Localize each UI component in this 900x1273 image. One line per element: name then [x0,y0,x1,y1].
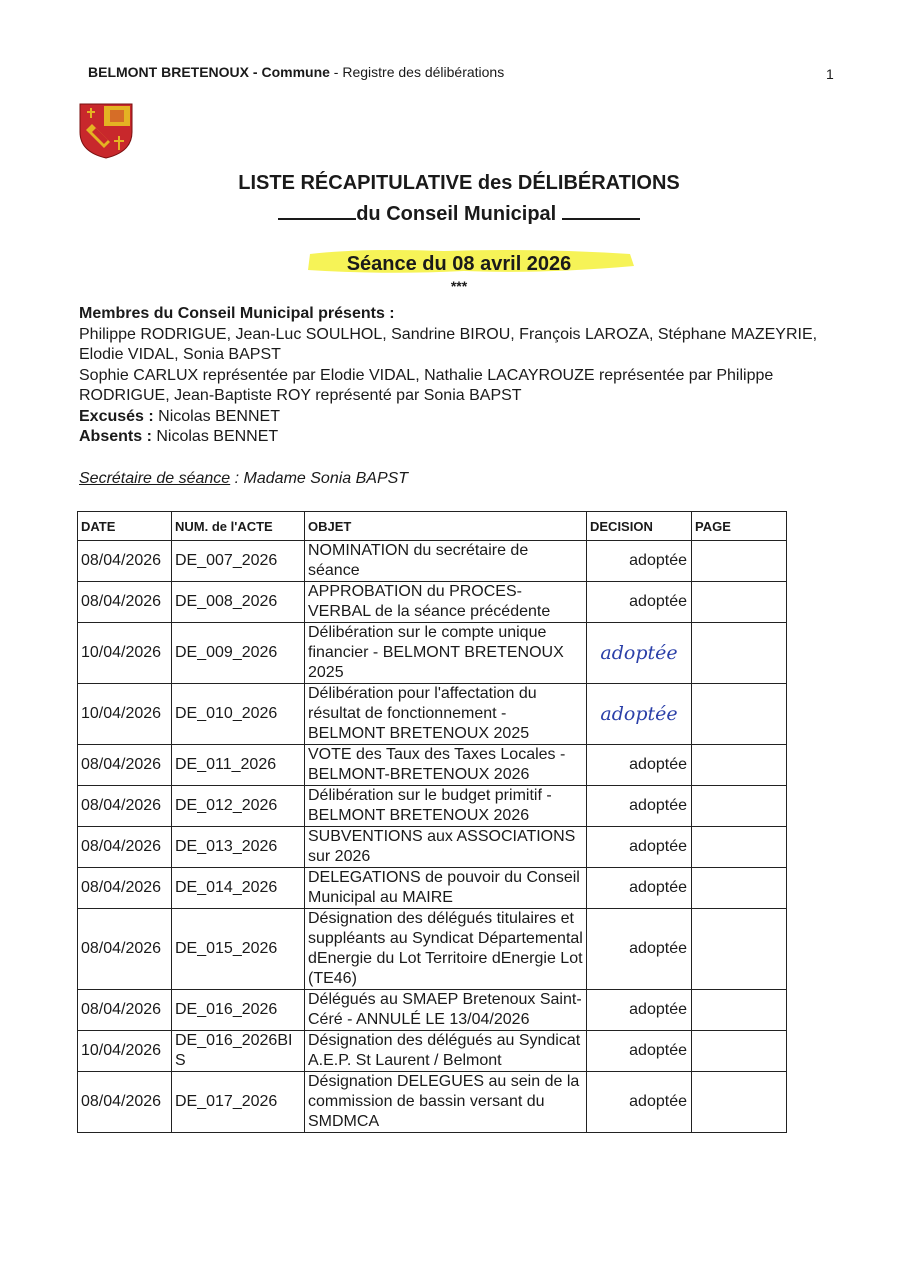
cell-decision: adoptée [587,1031,692,1072]
cell-page [692,541,787,582]
cell-objet: Délibération pour l'affectation du résultat de fonctionnement - BELMONT BRETENOUX 2025 [305,684,587,745]
column-header-num: NUM. de l'ACTE [172,512,305,541]
cell-objet: APPROBATION du PROCES-VERBAL de la séance précédente [305,582,587,623]
page-subtitle [0,200,900,226]
table-row [78,1031,787,1072]
cell-decision: adoptée [587,827,692,868]
column-header-objet: OBJET [305,512,587,541]
session-date: Séance du 08 avril 2026 [346,253,572,275]
members-block [79,304,839,448]
coat-of-arms-icon [78,102,134,160]
cell-objet: Désignation des délégués titulaires et suppléants au Syndicat Départemental dEnergie du Lot Territoire dEnergie Lot (TE46) [305,909,587,990]
cell-date: 08/04/2026 [78,868,172,909]
cell-objet: SUBVENTIONS aux ASSOCIATIONS sur 2026 [305,827,587,868]
page-number: 1 [826,66,834,82]
cell-decision-handwritten: adoptée [587,623,692,684]
cell-page [692,582,787,623]
cell-objet: Délibération sur le compte unique financier - BELMONT BRETENOUX 2025 [305,623,587,684]
cell-num: DE_016_2026BIS [172,1031,305,1072]
cell-decision: adoptée [587,541,692,582]
table-row [78,868,787,909]
excused-label: Excusés : [79,407,154,425]
cell-page [692,1072,787,1133]
table-row [78,1072,787,1133]
cell-num: DE_008_2026 [172,582,305,623]
cell-objet: DELEGATIONS de pouvoir du Conseil Municipal au MAIRE [305,868,587,909]
cell-objet: Délégués au SMAEP Bretenoux Saint-Céré - ANNULÉ LE 13/04/2026 [305,990,587,1031]
cell-decision: adoptée [587,582,692,623]
cell-num: DE_007_2026 [172,541,305,582]
table-row [78,684,787,745]
cell-date: 08/04/2026 [78,582,172,623]
column-header-decision: DECISION [587,512,692,541]
table-row [78,623,787,684]
deliberations-table [77,511,787,1133]
table-row [78,745,787,786]
secretary-label: Secrétaire de séance [79,470,231,487]
cell-num: DE_010_2026 [172,684,305,745]
cell-date: 08/04/2026 [78,541,172,582]
cell-date: 08/04/2026 [78,990,172,1031]
page-title: LISTE RÉCAPITULATIVE des DÉLIBÉRATIONS [238,172,680,194]
absent-line [79,427,839,448]
cell-date: 08/04/2026 [78,745,172,786]
document-header [88,64,504,80]
column-header-date: DATE [78,512,172,541]
secretary-line [79,470,408,488]
absent-names: Nicolas BENNET [156,428,279,445]
represented-list: Sophie CARLUX représentée par Elodie VIDAL, Nathalie LACAYROUZE représentée par Philippe RODRIGUE, Jean-Baptiste ROY représenté par Sonia BAPST [79,366,774,404]
cell-objet: Désignation DELEGUES au sein de la commission de bassin versant du SMDMCA [305,1072,587,1133]
cell-page [692,786,787,827]
cell-decision: adoptée [587,745,692,786]
separator-stars: *** [450,278,468,294]
column-header-page: PAGE [692,512,787,541]
cell-num: DE_017_2026 [172,1072,305,1133]
cell-page [692,990,787,1031]
cell-page [692,827,787,868]
cell-num: DE_016_2026 [172,990,305,1031]
cell-decision: adoptée [587,990,692,1031]
cell-decision: adoptée [587,786,692,827]
cell-num: DE_011_2026 [172,745,305,786]
commune-type: Commune [261,64,330,80]
cell-date: 08/04/2026 [78,827,172,868]
cell-decision: adoptée [587,909,692,990]
cell-objet: Désignation des délégués au Syndicat A.E.P. St Laurent / Belmont [305,1031,587,1072]
cell-page [692,745,787,786]
table-row [78,582,787,623]
cell-decision-handwritten: adoptée [587,684,692,745]
cell-decision: adoptée [587,1072,692,1133]
excused-names: Nicolas BENNET [158,407,280,425]
cell-objet: NOMINATION du secrétaire de séance [305,541,587,582]
excused-line [79,407,839,428]
table-row [78,827,787,868]
cell-num: DE_012_2026 [172,786,305,827]
cell-decision: adoptée [587,868,692,909]
cell-page [692,684,787,745]
present-label: Membres du Conseil Municipal présents : [79,305,395,322]
cell-date: 10/04/2026 [78,1031,172,1072]
commune-name: BELMONT BRETENOUX - [88,64,258,80]
cell-num: DE_015_2026 [172,909,305,990]
cell-objet: Délibération sur le budget primitif - BELMONT BRETENOUX 2026 [305,786,587,827]
table-row [78,990,787,1031]
table-row [78,541,787,582]
cell-page [692,909,787,990]
cell-date: 10/04/2026 [78,623,172,684]
cell-num: DE_014_2026 [172,868,305,909]
present-list: Philippe RODRIGUE, Jean-Luc SOULHOL, Sandrine BIROU, François LAROZA, Stéphane MAZEYRIE, Elodie VIDAL, Sonia BAPST [79,325,818,363]
cell-page [692,623,787,684]
cell-date: 08/04/2026 [78,909,172,990]
cell-page [692,1031,787,1072]
table-row [78,909,787,990]
cell-page [692,868,787,909]
register-label: - Registre des délibérations [333,64,505,80]
absent-label: Absents : [79,428,152,445]
cell-date: 08/04/2026 [78,786,172,827]
cell-objet: VOTE des Taux des Taxes Locales - BELMONT-BRETENOUX 2026 [305,745,587,786]
cell-date: 10/04/2026 [78,684,172,745]
table-header-row [78,512,787,541]
cell-date: 08/04/2026 [78,1072,172,1133]
table-row [78,786,787,827]
cell-num: DE_013_2026 [172,827,305,868]
subtitle-text: du Conseil Municipal [356,203,557,225]
cell-num: DE_009_2026 [172,623,305,684]
secretary-name: : Madame Sonia BAPST [234,470,409,487]
